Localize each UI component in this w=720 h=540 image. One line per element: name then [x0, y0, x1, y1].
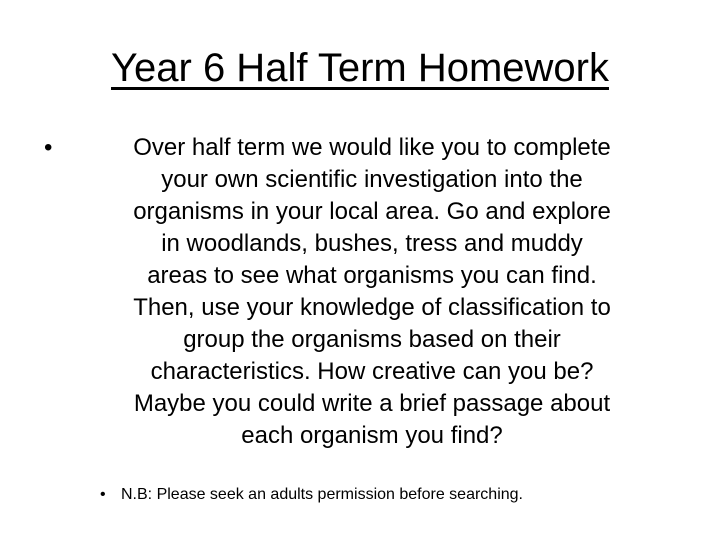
- slide-title: Year 6 Half Term Homework: [111, 46, 609, 90]
- body-line: characteristics. How creative can you be?: [150, 358, 594, 385]
- bullet-icon: •: [44, 134, 53, 161]
- body-line: Maybe you could write a brief passage about: [133, 390, 611, 417]
- body-line: areas to see what organisms you can find.: [147, 262, 597, 289]
- body-line: Then, use your knowledge of classification to: [133, 294, 611, 321]
- body-line: each organism you find?: [241, 422, 503, 449]
- note-bullet-icon: •: [100, 486, 106, 503]
- body-line: Over half term we would like you to complete: [133, 134, 611, 161]
- body-line: in woodlands, bushes, tress and muddy: [161, 230, 583, 257]
- body-line: your own scientific investigation into the: [161, 166, 583, 193]
- permission-note: N.B: Please seek an adults permission before searching.: [121, 486, 523, 503]
- main-paragraph: [66, 132, 678, 452]
- body-line: group the organisms based on their: [183, 326, 561, 353]
- body-line: organisms in your local area. Go and explore: [133, 198, 611, 225]
